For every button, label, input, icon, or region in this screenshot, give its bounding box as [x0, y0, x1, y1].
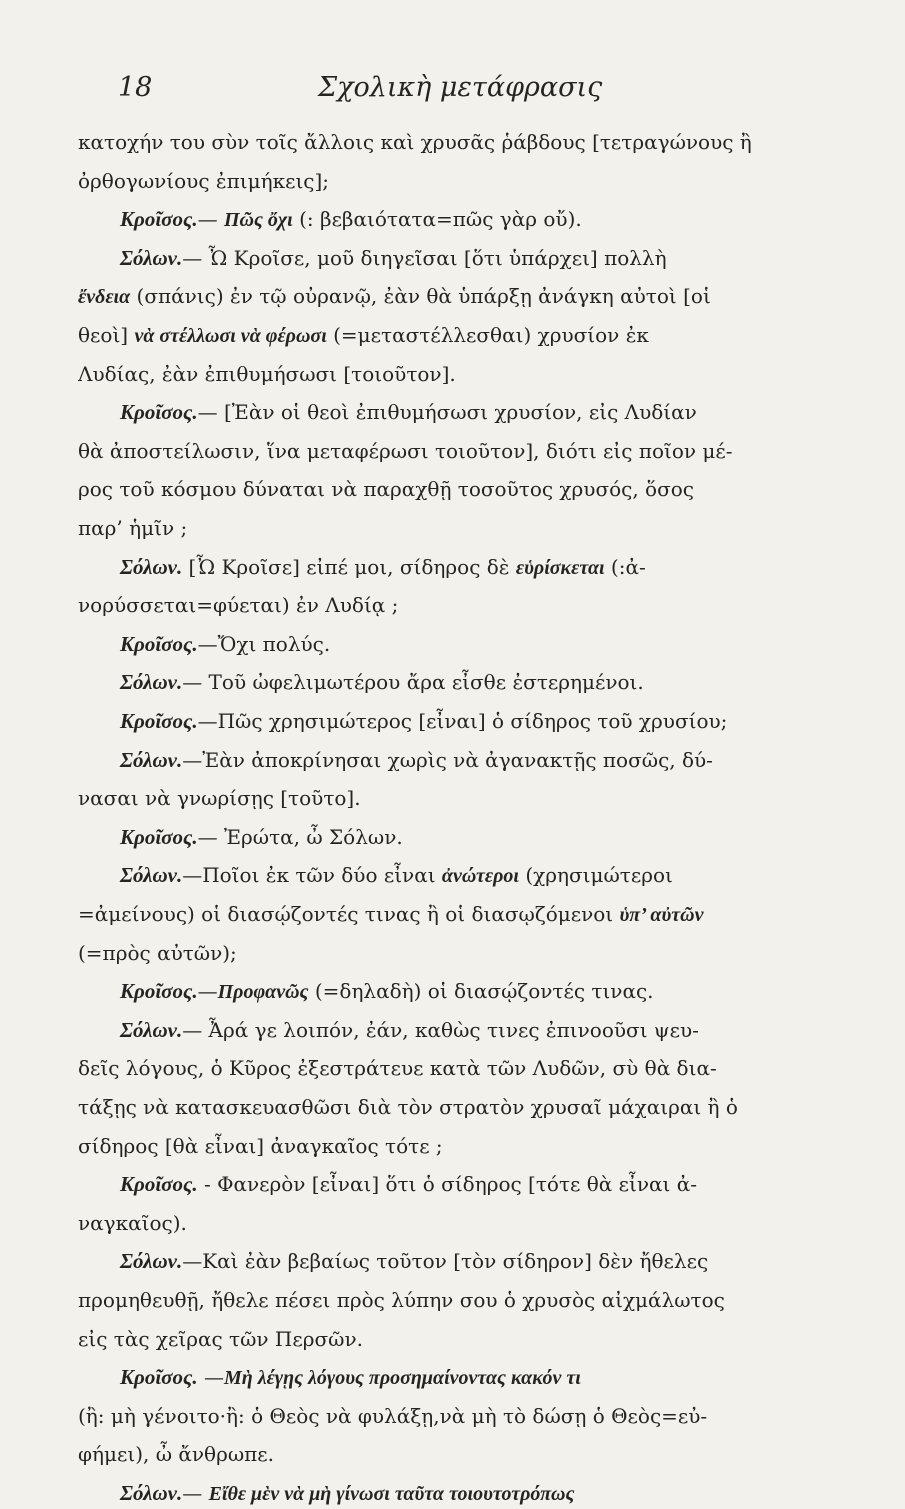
text-line [78, 280, 820, 312]
text-line [78, 666, 862, 698]
emphasized-text: ἀνώτεροι [441, 865, 519, 888]
text-segment: δεῖς λόγους, ὁ Κῦρος ἐξεστράτευε κατὰ τῶν Λυδῶν, σὺ θὰ δια- [78, 1056, 717, 1081]
text-segment: —Ἐὰν ἀποκρίνησαι χωρὶς νὰ ἀγανακτῇς ποσῶς, δύ- [182, 747, 713, 772]
speaker-name: Κροῖσος. [120, 1172, 198, 1197]
text-line [78, 512, 820, 544]
speaker-name: Κροῖσος. [120, 709, 198, 733]
emphasized-text: εὑρίσκεται [515, 556, 605, 579]
text-segment: — Τοῦ ὠφελιμωτέρου ἄρα εἶσθε ἐστερημένοι. [182, 670, 644, 695]
text-segment: ρος τοῦ κόσμου δύναται νὰ παραχθῇ τοσοῦτος χρυσός, ὅσος [78, 477, 694, 502]
text-line [78, 242, 862, 274]
text-line [78, 1130, 820, 1162]
speaker-name: Κροῖσος. [120, 1365, 198, 1390]
speaker-name: Σόλων. [120, 554, 183, 579]
text-line [78, 744, 862, 776]
text-segment: προμηθευθῇ, ἤθελε πέσει πρὸς λύπην σου ὁ χρυσὸς αἰχμάλωτος [78, 1288, 725, 1312]
speaker-name: Σόλων. [120, 1249, 183, 1274]
text-segment: — [197, 207, 224, 232]
text-line [78, 705, 862, 737]
running-title: Σχολικὴ μετάφρασις [318, 72, 603, 103]
page-header [0, 72, 905, 112]
emphasized-text: Εἴθε μὲν νὰ μὴ γίνωσι ταῦτα τοιουτοτρόπως [208, 1483, 575, 1505]
text-line [78, 473, 820, 505]
speaker-name: Κροῖσος. [120, 400, 198, 425]
text-line [78, 203, 862, 235]
text-line [78, 821, 862, 853]
text-line [78, 319, 820, 351]
text-line [78, 1207, 820, 1239]
text-line [78, 1400, 820, 1432]
text-line [78, 1168, 862, 1200]
text-segment: =ἀμείνους) οἱ διασῴζοντές τινας ἢ οἱ διασῳζόμενοι [78, 902, 620, 926]
text-line [78, 396, 862, 428]
emphasized-text: ἔνδεια [78, 286, 131, 309]
text-segment: — Ἐρώτα, ὦ Σόλων. [197, 824, 403, 849]
text-segment: — [Ἐὰν οἱ θεοὶ ἐπιθυμήσωσι χρυσίον, εἰς Λυδίαν [197, 400, 697, 425]
text-segment: θὰ ἀποστείλωσιν, ἵνα μεταφέρωσι τοιοῦτον], διότι εἰς ποῖον μέ- [78, 438, 733, 463]
text-segment: —Ὄχι πολύς. [197, 631, 331, 656]
emphasized-text: νὰ στέλλωσι νὰ φέρωσι [134, 325, 327, 347]
text-line [78, 1052, 820, 1084]
text-segment: Λυδίας, ἐὰν ἐπιθυμήσωσι [τοιοῦτον]. [78, 361, 456, 386]
text-segment: θεοὶ] [78, 323, 135, 347]
text-line [78, 1245, 862, 1277]
text-line [78, 126, 820, 158]
text-line [78, 1284, 820, 1316]
emphasized-text: Πῶς ὄχι [223, 209, 293, 232]
text-line [78, 1438, 820, 1470]
text-segment: τάξῃς νὰ κατασκευασθῶσι διὰ τὸν στρατὸν χρυσαῖ μάχαιραι ἢ ὁ [78, 1095, 738, 1119]
text-segment: σίδηρος [θὰ εἶναι] ἀναγκαῖος τότε ; [78, 1133, 443, 1158]
emphasized-text: Μὴ λέγῃς λόγους προσημαίνοντας κακόν τι [223, 1367, 581, 1390]
speaker-name: Κροῖσος. [120, 631, 198, 656]
text-segment: —Ποῖοι ἐκ τῶν δύο εἶναι [182, 863, 442, 888]
text-line [78, 859, 862, 891]
text-segment: — Ἆρά γε λοιπόν, ἐάν, καθὼς τινες ἐπινοοῦσι ψευ- [182, 1017, 699, 1042]
text-line [78, 1014, 862, 1046]
text-segment: [Ὦ Κροῖσε] εἰπέ μοι, σίδηρος δὲ [182, 554, 516, 579]
text-line [78, 898, 820, 930]
text-segment: ναγκαῖος). [78, 1210, 187, 1235]
text-segment: (ἢ: μὴ γένοιτο·ἢ: ὁ Θεὸς νὰ φυλάξῃ,νὰ μὴ τὸ δώσῃ ὁ Θεὸς=εὐ- [78, 1403, 708, 1428]
speaker-name: Κροῖσος. [120, 979, 198, 1004]
emphasized-text: ὑπ’ αὐτῶν [619, 904, 704, 926]
text-line [78, 358, 820, 390]
text-line [78, 165, 820, 197]
text-line [78, 1361, 862, 1393]
text-segment: (=δηλαδὴ) οἱ διασῴζοντές τινας. [308, 979, 654, 1004]
text-line [78, 435, 820, 467]
text-line [78, 782, 820, 814]
text-line [78, 975, 862, 1007]
speaker-name: Σόλων. [120, 245, 183, 270]
speaker-name: Σόλων. [120, 863, 183, 888]
speaker-name: Σόλων. [120, 747, 183, 772]
text-segment: παρ’ ἡμῖν ; [78, 516, 188, 540]
text-line [78, 1091, 820, 1123]
text-line [78, 1323, 820, 1355]
text-segment: — [182, 1481, 209, 1505]
text-segment: (=μεταστέλλεσθαι) χρυσίον ἐκ [326, 323, 649, 347]
speaker-name: Σόλων. [120, 1481, 183, 1505]
text-line [78, 589, 820, 621]
text-line [78, 628, 862, 660]
text-segment: - Φανερὸν [εἶναι] ὅτι ὁ σίδηρος [τότε θὰ εἶναι ἀ- [197, 1172, 697, 1197]
text-line [78, 937, 820, 969]
text-segment: (: βεβαιότατα=πῶς γὰρ οὔ). [292, 207, 582, 232]
speaker-name: Κροῖσος. [120, 824, 198, 849]
text-line [78, 551, 862, 583]
text-segment: —Πῶς χρησιμώτερος [εἶναι] ὁ σίδηρος τοῦ χρυσίου; [197, 709, 728, 733]
text-segment: νασαι νὰ γνωρίσῃς [τοῦτο]. [78, 786, 361, 811]
text-line [78, 1477, 862, 1509]
speaker-name: Σόλων. [120, 670, 183, 695]
page-number: 18 [118, 72, 153, 103]
text-segment: — [197, 1365, 224, 1390]
text-segment: —Καὶ ἐὰν βεβαίως τοῦτον [τὸν σίδηρον] δὲν ἤθελες [182, 1249, 709, 1274]
text-segment: (:ἀ- [604, 554, 646, 579]
text-segment: (σπάνις) ἐν τῷ οὐρανῷ, ἐὰν θὰ ὑπάρξῃ ἀνάγκη αὐτοὶ [οἱ [130, 284, 711, 309]
text-segment: ὀρθογωνίους ἐπιμήκεις]; [78, 168, 330, 193]
text-segment: εἰς τὰς χεῖρας τῶν Περσῶν. [78, 1326, 363, 1351]
speaker-name: Σόλων. [120, 1017, 183, 1042]
speaker-name: Κροῖσος. [120, 207, 198, 232]
text-segment: (=πρὸς αὐτῶν); [78, 940, 237, 965]
text-segment: — Ὦ Κροῖσε, μοῦ διηγεῖσαι [ὅτι ὑπάρχει] πολλὴ [182, 245, 667, 270]
text-segment: — [197, 979, 218, 1004]
text-segment: φήμει), ὦ ἄνθρωπε. [78, 1442, 275, 1467]
text-segment: (χρησιμώτεροι [518, 863, 673, 888]
text-segment: νορύσσεται=φύεται) ἐν Λυδίᾳ ; [78, 593, 399, 618]
emphasized-text: Προφανῶς [217, 981, 309, 1004]
text-segment: κατοχήν του σὺν τοῖς ἄλλοις καὶ χρυσᾶς ῥάβδους [τετραγώνους ἢ [78, 130, 752, 154]
